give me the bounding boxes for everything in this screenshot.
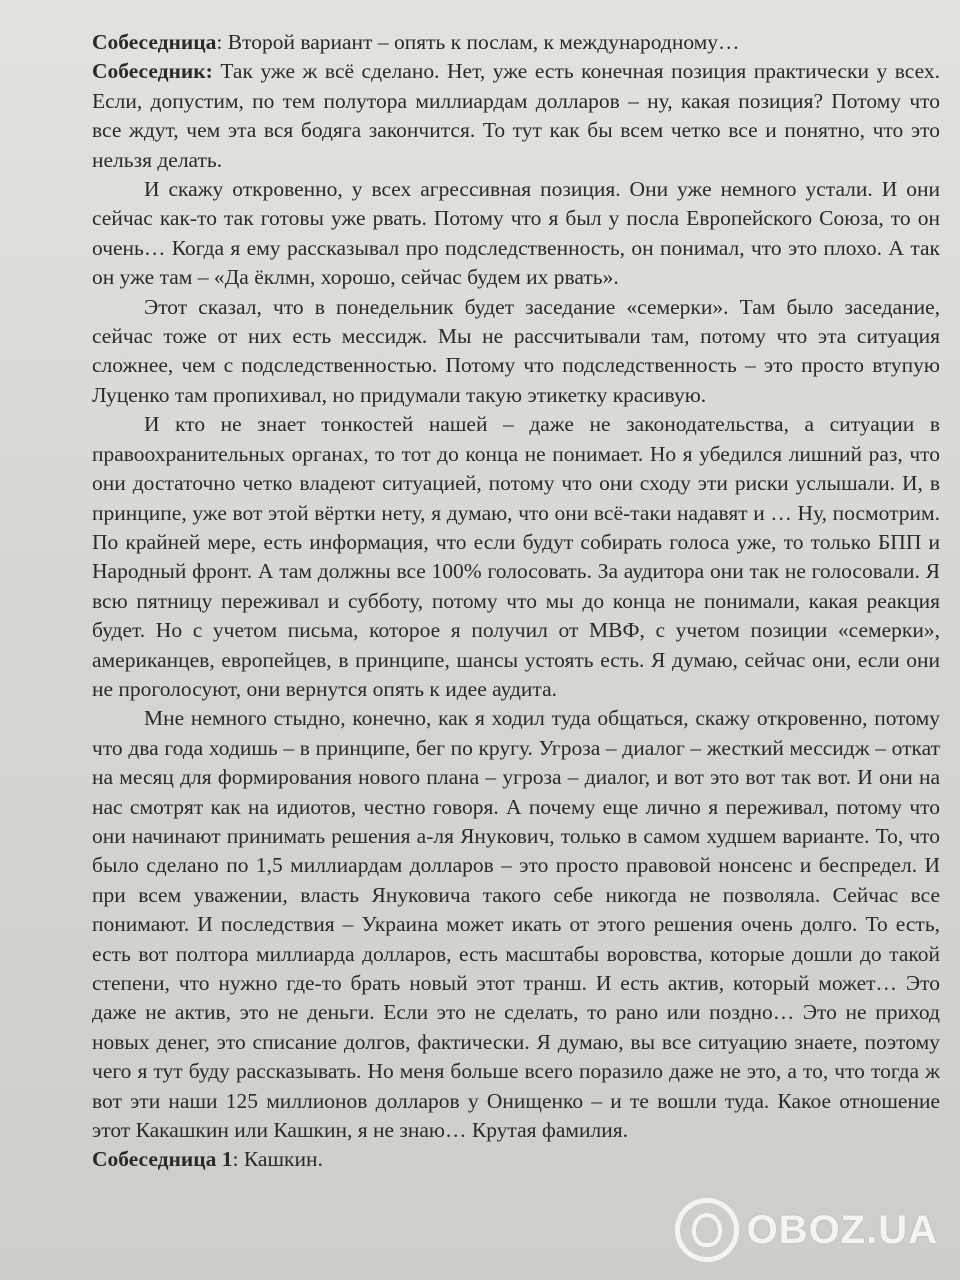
paragraph-2 (92, 57, 940, 175)
paragraph-4: Этот сказал, что в понедельник будет заседание «семерки». Там было заседание, сейчас тоже от них есть мессидж. Мы не рассчитывали там, потому что эта ситуация сложнее, чем с подследственностью. Потому что подследственность – это просто втупую Луценко там пропихивал, но придумали такую этикетку красивую. (92, 294, 940, 407)
watermark (675, 1198, 938, 1262)
paragraph-3: И скажу откровенно, у всех агрессивная позиция. Они уже немного устали. И они сейчас как-то так готовы уже рвать. Потому что я был у посла Европейского Союза, то он очень… Когда я ему рассказывал про подследственность, он понимал, что это плохо. А так он уже там – «Да ёклмн, хорошо, сейчас будем их рвать». (92, 177, 940, 290)
oboz-logo-icon (675, 1198, 739, 1262)
paragraph-5: И кто не знает тонкостей нашей – даже не законодательства, а ситуации в правоохранительных органах, то тот до конца не понимает. Но я убедился лишний раз, что они достаточно четко владеют ситуацией, потому что они сходу эти риски услышали. И, в принципе, уже вот этой вёртки нету, я думаю, что они всё-таки надавят и … Ну, посмотрим. По крайней мере, есть информация, что если будут собирать голоса уже, то только БПП и Народный фронт. А там должны все 100% голосовать. За аудитора они так не голосовали. Я всю пятницу переживал и субботу, потому что мы до конца не понимали, какая реакция будет. Но с учетом письма, которое я получил от МВФ, с учетом позиции «семерки», американцев, европейцев, в принципе, шансы устоять есть. Я думаю, сейчас они, если они не проголосуют, они вернутся опять к идее аудита. (92, 412, 940, 701)
watermark-text: OBOZ.UA (746, 1207, 938, 1252)
document-page (92, 28, 940, 1268)
speaker-label: Собеседник: (92, 59, 213, 84)
paragraph-1 (92, 28, 940, 57)
paragraph-text: Так уже ж всё сделано. Нет, уже есть конечная позиция практически у всех. Если, допустим, по тем полутора миллиардам долларов – ну, какая позиция? Потому что все ждут, чем эта вся бодяга закончится. То тут как бы всем четко все и понятно, что это нельзя делать. (92, 59, 940, 172)
paragraph-text: : Второй вариант – опять к послам, к международному… (216, 30, 740, 54)
paragraph-text: : Кашкин. (232, 1147, 323, 1172)
paragraph-6: Мне немного стыдно, конечно, как я ходил туда общаться, скажу откровенно, потому что два года ходишь – в принципе, бег по кругу. Угроза – диалог – жесткий мессидж – откат на месяц для формирования нового плана – угроза – диалог, и вот это вот так вот. И они на нас смотрят как на идиотов, честно говоря. А почему еще лично я переживал, потому что они начинают принимать решения а-ля Янукович, только в самом худшем варианте. То, что было сделано по 1,5 миллиардам долларов – это просто правовой нонсенс и беспредел. И при всем уважении, власть Януковича такого себе никогда не позволяла. Сейчас все понимают. И последствия – Украина может икать от этого решения очень долго. То есть, есть вот полтора миллиарда долларов, есть масштабы воровства, которые дошли до такой степени, что нужно где-то брать новый этот транш. И есть актив, который может… Это даже не актив, это не деньги. Если это не сделать, то рано или поздно… Это не приход новых денег, это списание долгов, фактически. Я думаю, вы все ситуацию знаете, поэтому чего я тут буду рассказывать. Но меня больше всего поразило даже не это, а то, что тогда ж вот эти наши 125 миллионов долларов у Онищенко – и те вошли туда. Какое отношение этот Какашкин или Кашкин, я не знаю… Крутая фамилия. (92, 706, 940, 1143)
paragraph-7 (92, 1145, 940, 1174)
speaker-label: Собеседница 1 (92, 1147, 233, 1172)
speaker-label: Собеседница (92, 30, 217, 54)
